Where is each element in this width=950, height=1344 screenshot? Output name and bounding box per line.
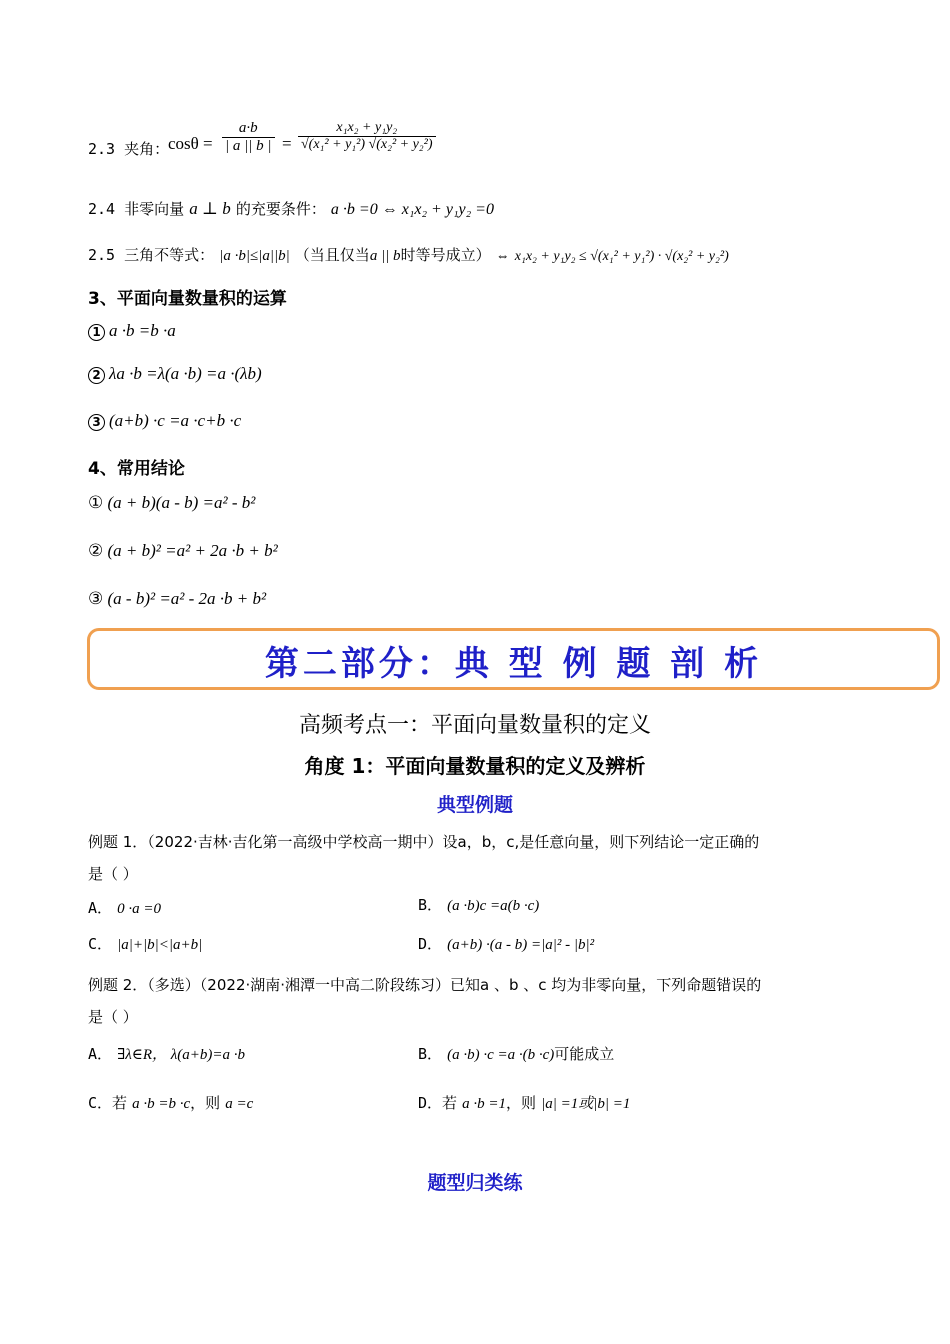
conclusion-num-3: ③: [88, 589, 104, 608]
option-b-suffix: 可能成立: [554, 1045, 615, 1063]
option-d-prefix: 若: [442, 1094, 458, 1112]
parallel-expr: a || b: [369, 248, 401, 264]
option-d-label: D．: [418, 1094, 443, 1112]
triangle-ineq: |a ·b|≤|a||b|: [219, 248, 290, 264]
conclusion-item-1: [88, 493, 255, 513]
practice-heading: 题型归类练: [427, 1172, 523, 1194]
option-c-expr: a ·b =b ·c: [132, 1096, 191, 1112]
section-2-4-cond: 的充要条件：: [235, 200, 326, 218]
circled-number-3: 3: [88, 414, 105, 431]
circled-number-1: 1: [88, 324, 105, 341]
angle-fraction-2-den: √(x₁² + y₁²) √(x₂² + y₂²): [301, 137, 433, 152]
angle-eq: =: [282, 134, 292, 153]
option-c-prefix: 若: [112, 1094, 128, 1112]
conclusion-item-3: [88, 589, 266, 609]
option-c-label: C．: [88, 935, 113, 953]
example-1-option-c: [88, 933, 202, 954]
option-c-label: C．: [88, 1094, 113, 1112]
conclusion-item-1-expr: (a + b)(a - b) =a² - b²: [107, 493, 256, 512]
section-2-5-note: （当且仅当: [294, 246, 370, 264]
option-b-label: B．: [418, 896, 443, 914]
example-1-option-a: [88, 897, 161, 918]
angle-fraction-2-num: x₁x₂ + y₁y₂: [298, 120, 436, 137]
example-2-option-a: [88, 1043, 245, 1064]
option-d-expr: a ·b =1: [462, 1096, 507, 1112]
perp-condition-expr: a ·b =0 ⇔ x₁x₂ + y₁y₂ =0: [330, 201, 494, 218]
angle-fraction-2: [298, 120, 436, 153]
angle-fraction-1: [222, 120, 275, 155]
option-d-expr: (a+b) ·(a - b) =|a|² - |b|²: [447, 937, 595, 953]
topic-heading: 高频考点一：平面向量数量积的定义: [298, 713, 651, 738]
angle-heading: 角度 1：平面向量数量积的定义及辨析: [304, 754, 646, 778]
option-c-conclusion: a =c: [225, 1096, 254, 1112]
op-item-1: [88, 321, 176, 341]
conclusion-num-2: ②: [88, 541, 104, 560]
part-two-banner-title: 第二部分：典 型 例 题 剖 析: [264, 644, 763, 684]
op-item-1-expr: a ·b =b ·a: [109, 321, 176, 340]
example-2-option-d: [418, 1092, 630, 1113]
option-b-expr: (a ·b) ·c =a ·(b ·c): [447, 1047, 555, 1063]
option-a-expr: 0 ·a =0: [117, 901, 161, 917]
example-2-option-b: [418, 1043, 614, 1064]
angle-fraction-1-den: | a || b |: [225, 138, 272, 154]
option-a-label: A．: [88, 1045, 113, 1063]
section-2-3: [88, 124, 170, 158]
section-2-4: [88, 198, 494, 219]
section-2-4-label: 2.4 非零向量: [88, 200, 185, 218]
conclusion-item-2: [88, 541, 278, 561]
section-3-title: 3、平面向量数量积的运算: [88, 289, 287, 309]
option-d-mid: ，则: [506, 1094, 537, 1112]
iff-symbol: ⇔: [495, 249, 510, 264]
op-item-3-expr: (a+b) ·c =a ·c+b ·c: [109, 411, 242, 430]
option-d-label: D．: [418, 935, 443, 953]
perp-expr: a ⊥ b: [189, 199, 231, 218]
conclusion-item-3-expr: (a - b)² =a² - 2a ·b + b²: [107, 589, 267, 608]
option-a-expr: ∃λ∈R， λ(a+b)=a ·b: [117, 1047, 246, 1063]
example-1-stem: 例题 1．（2022·吉林·吉化第一高级中学校高一期中）设a，b，c,是任意向量，则下列结论一定正确的: [88, 833, 760, 851]
option-c-expr: |a|+|b|<|a+b|: [117, 937, 203, 953]
op-item-3: [88, 411, 241, 431]
section-2-5: [88, 244, 729, 265]
example-2-option-c: [88, 1092, 253, 1113]
conclusion-num-1: ①: [88, 493, 104, 512]
example-2-stem-line2: 是（ ）: [88, 1008, 138, 1026]
section-2-5-label: 2.5 三角不等式：: [88, 246, 215, 264]
angle-fraction-1-num: a·b: [222, 120, 275, 138]
option-b-expr: (a ·b)c =a(b ·c): [447, 898, 540, 914]
option-d-conclusion: |a| =1或|b| =1: [541, 1096, 631, 1112]
example-1-option-d: [418, 933, 594, 954]
section-4-title: 4、常用结论: [88, 459, 185, 479]
typical-examples-heading: 典型例题: [436, 794, 513, 816]
option-b-label: B．: [418, 1045, 443, 1063]
circled-number-2: 2: [88, 367, 105, 384]
section-2-5-note2: 时等号成立）: [400, 246, 491, 264]
op-item-2-expr: λa ·b =λ(a ·b) =a ·(λb): [109, 364, 262, 383]
conclusion-item-2-expr: (a + b)² =a² + 2a ·b + b²: [107, 541, 278, 560]
example-1-stem-line2: 是（ ）: [88, 865, 138, 883]
option-c-mid: ，则: [190, 1094, 221, 1112]
example-1-option-b: [418, 894, 539, 915]
option-a-label: A．: [88, 899, 113, 917]
cos-theta-lhs: cosθ =: [168, 134, 213, 153]
cauchy-expr: x₁x₂ + y₁y₂ ≤ √(x₁² + y₁²) · √(x₂² + y₂²): [514, 249, 729, 264]
section-2-3-label: 2.3 夹角：: [88, 140, 170, 158]
op-item-2: [88, 364, 262, 384]
example-2-stem: 例题 2．（多选）（2022·湖南·湘潭一中高二阶段练习）已知a 、b 、c 均为非零向量，下列命题错误的: [88, 976, 762, 994]
